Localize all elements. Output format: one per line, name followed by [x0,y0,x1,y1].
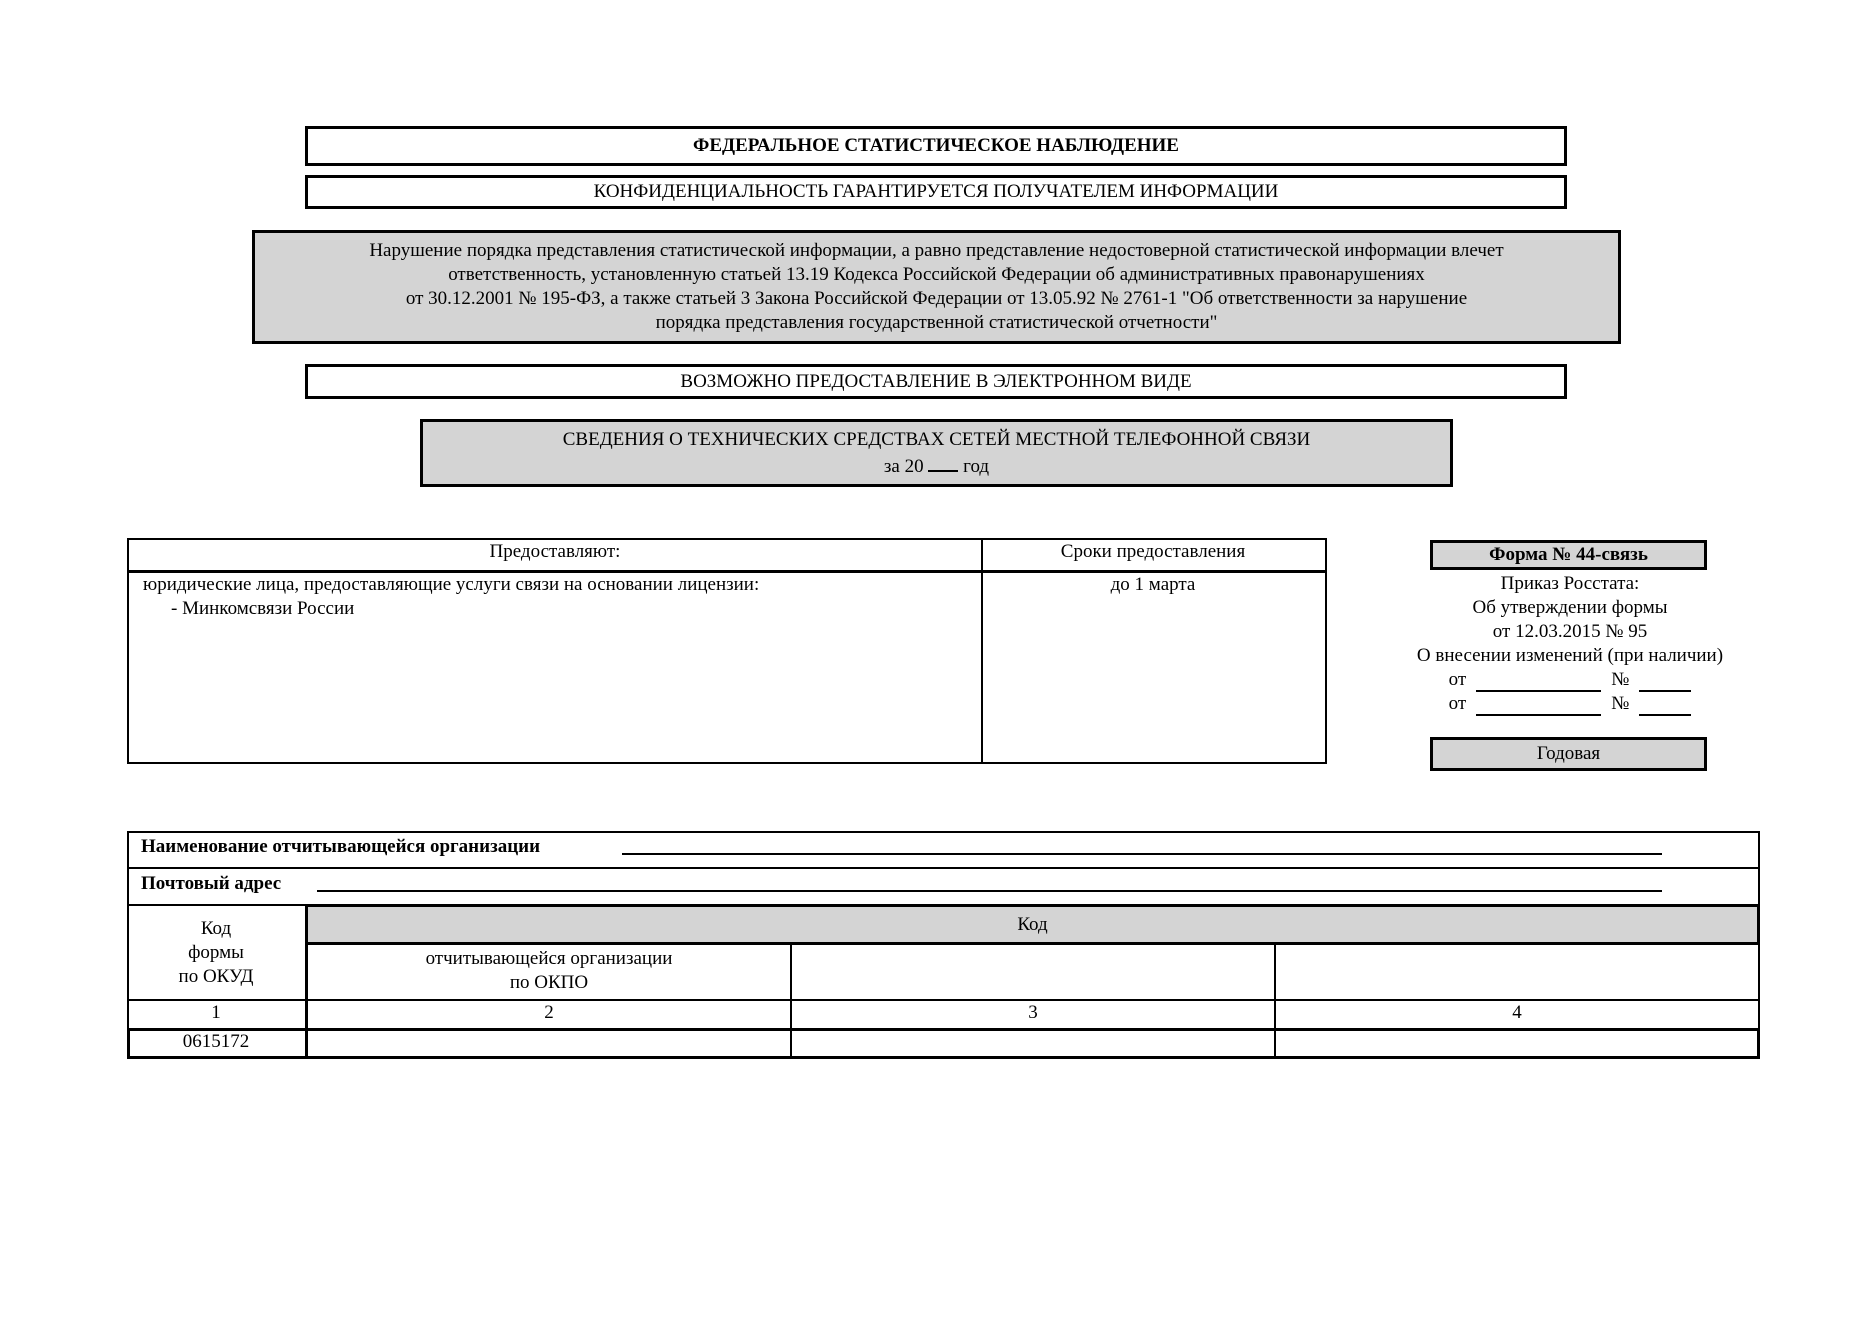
deadline-column [981,540,1325,762]
okud-label-line: Код [200,918,232,939]
electronic-submission-text: ВОЗМОЖНО ПРЕДОСТАВЛЕНИЕ В ЭЛЕКТРОННОМ ВИДЕ [680,370,1192,392]
from-label: от [1448,693,1467,714]
amendment-row [1380,692,1760,716]
okud-value: 0615172 [182,1031,250,1052]
form-title-box [420,419,1453,487]
providers-table [127,538,1327,764]
organization-table [127,831,1760,1059]
column-number: 2 [544,1002,554,1023]
amendment-number-input[interactable] [1639,670,1691,692]
form-year-line [884,452,989,479]
okpo-label-line: отчитывающейся организации [425,948,673,969]
providers-header: Предоставляют: [129,540,981,573]
okpo-value-input[interactable] [308,1031,790,1056]
number-label: № [1611,693,1630,714]
amendment-date-input[interactable] [1476,670,1601,692]
order-line: О внесении изменений (при наличии) [1416,645,1724,666]
okpo-label-line: по ОКПО [509,972,589,993]
okpo-label [308,947,790,995]
electronic-submission-header [305,364,1567,399]
legal-warning-box [252,230,1621,344]
period-box [1430,737,1707,771]
year-input[interactable] [928,452,958,472]
federal-observation-header [305,126,1567,166]
year-prefix: за 20 [883,455,924,477]
confidentiality-text: КОНФИДЕНЦИАЛЬНОСТЬ ГАРАНТИРУЕТСЯ ПОЛУЧАТЕЛЕМ ИНФОРМАЦИИ [593,181,1279,202]
confidentiality-header [305,175,1567,209]
order-line: от 12.03.2015 № 95 [1492,621,1648,642]
warning-line: от 30.12.2001 № 195-ФЗ, а также статьей 3 Закона Российской Федерации от 13.05.92 № 2761-1 "Об ответственности за нарушение [405,288,1468,309]
order-line: Об утверждении формы [1472,597,1668,618]
address-label: Почтовый адрес [141,873,282,894]
form-number-box [1430,540,1707,570]
address-input[interactable] [317,880,1662,892]
providers-column [129,540,983,762]
form-title: СВЕДЕНИЯ О ТЕХНИЧЕСКИХ СРЕДСТВАХ СЕТЕЙ МЕСТНОЙ ТЕЛЕФОННОЙ СВЯЗИ [562,428,1311,450]
amendment-number-input[interactable] [1639,694,1691,716]
row-divider [127,867,1760,869]
warning-line: ответственность, установленную статьей 13.19 Кодекса Российской Федерации об административных правонарушениях [448,264,1425,285]
okud-label-line: формы [188,942,244,963]
providers-text: юридические лица, предоставляющие услуги связи на основании лицензии: [143,574,760,595]
period-value: Годовая [1536,743,1601,764]
amendment-date-input[interactable] [1476,694,1601,716]
okud-label-line: по ОКУД [178,966,254,987]
code-col4-input[interactable] [1276,1031,1758,1056]
org-name-input[interactable] [622,843,1662,855]
warning-line: порядка представления государственной статистической отчетности" [655,312,1218,333]
deadline-value: до 1 марта [1110,574,1196,595]
code-header-text: Код [1017,913,1048,935]
providers-recipient: - Минкомсвязи России [171,598,355,619]
okud-label [127,907,305,999]
amendment-row [1380,668,1760,692]
column-number: 1 [211,1002,221,1023]
code-col3-input[interactable] [792,1031,1274,1056]
column-number: 4 [1512,1002,1522,1023]
column-number: 3 [1028,1002,1038,1023]
order-line: Приказ Росстата: [1500,573,1640,594]
year-suffix: год [963,455,990,477]
warning-line: Нарушение порядка представления статистической информации, а равно представление недостоверной статистической информации влечет [369,240,1504,261]
org-name-label: Наименование отчитывающейся организации [141,836,541,857]
from-label: от [1448,669,1467,690]
federal-observation-text: ФЕДЕРАЛЬНОЕ СТАТИСТИЧЕСКОЕ НАБЛЮДЕНИЕ [693,135,1179,156]
code-header [305,904,1760,945]
number-label: № [1611,669,1630,690]
deadline-header: Сроки предоставления [981,540,1325,573]
order-info [1380,572,1760,716]
form-number: Форма № 44-связь [1489,544,1648,565]
